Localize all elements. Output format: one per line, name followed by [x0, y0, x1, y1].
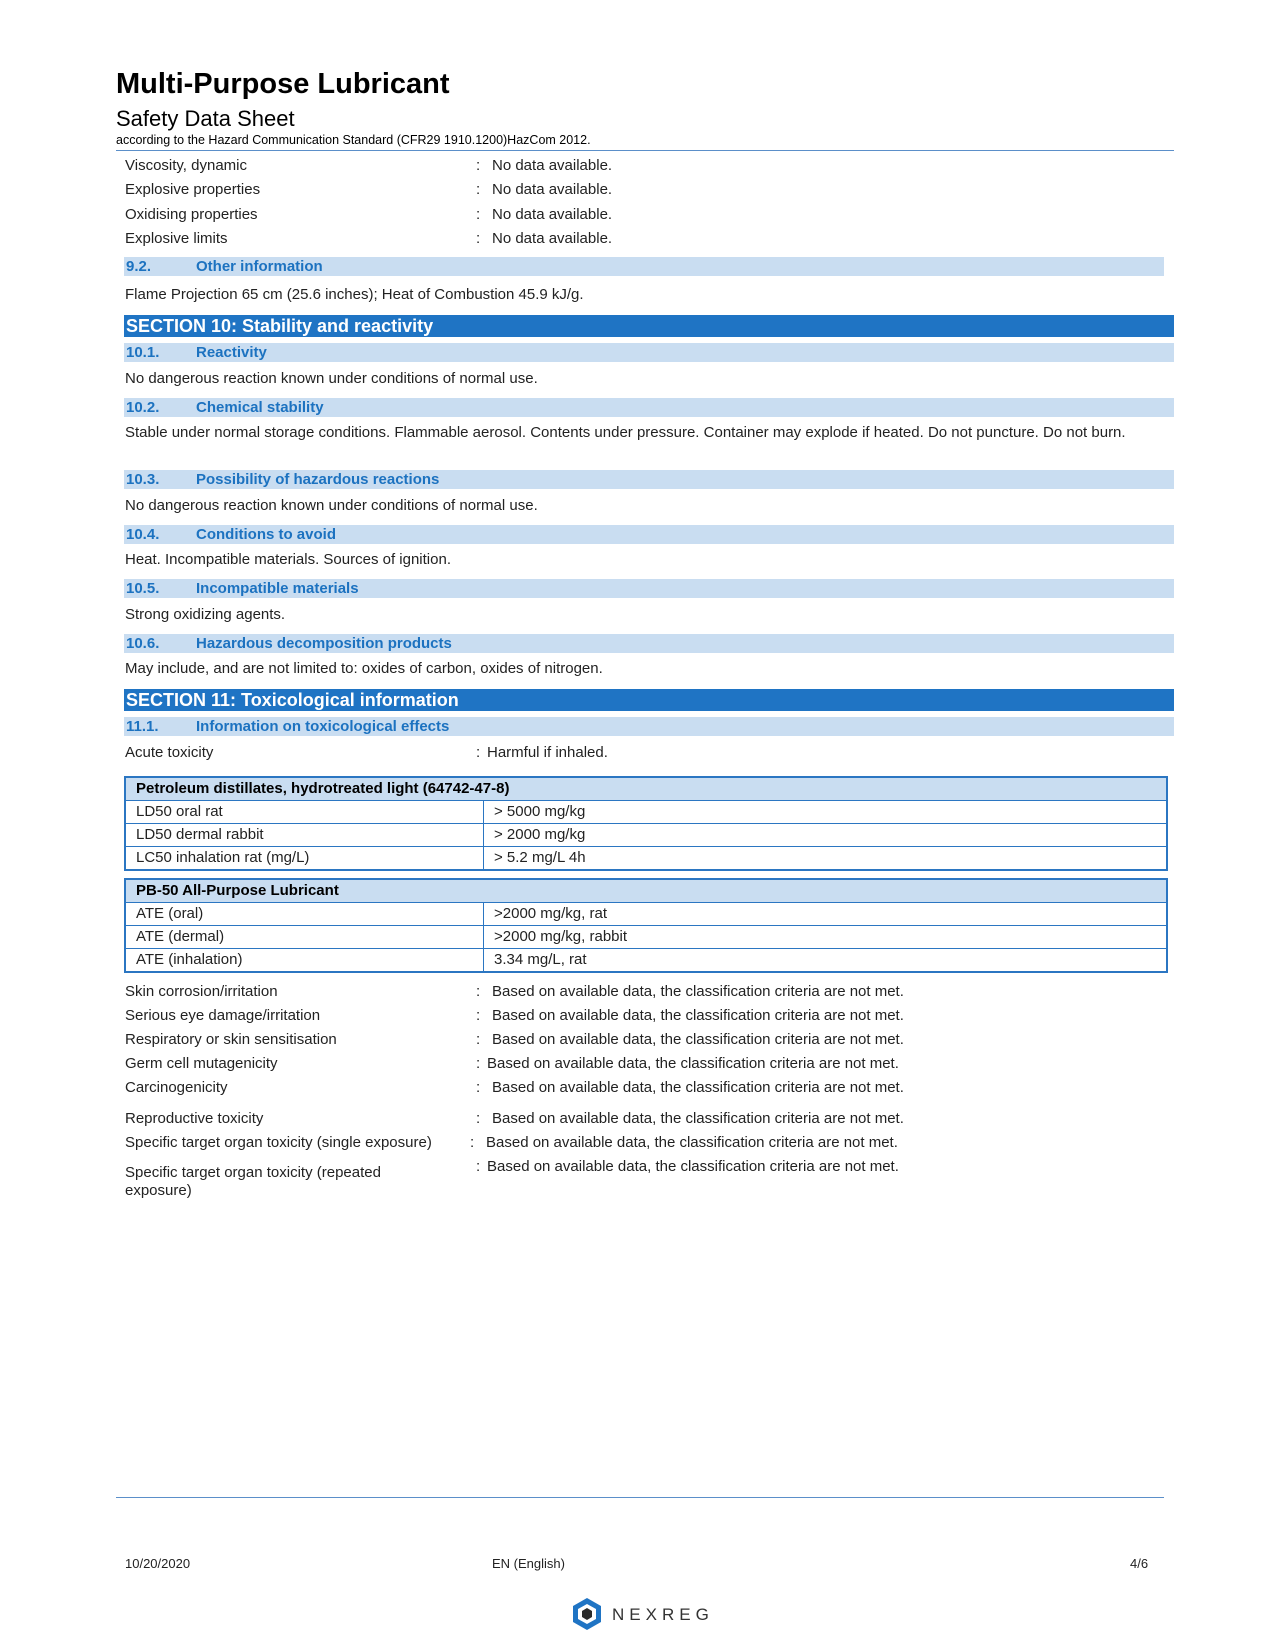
property-value: No data available. [492, 206, 613, 223]
table-cell-key: ATE (oral) [136, 905, 204, 922]
subsection-title: Hazardous decomposition products [196, 635, 452, 652]
colon: : [470, 1134, 475, 1151]
footer-date: 10/20/2020 [125, 1556, 191, 1571]
colon: : [476, 206, 481, 223]
table-row [126, 846, 1166, 869]
subsection-10-3-header [124, 470, 1174, 489]
hazard-label: Reproductive toxicity [125, 1110, 264, 1127]
header-divider [116, 150, 1174, 151]
hazard-value: Based on available data, the classification criteria are not met. [492, 1007, 904, 1024]
subsection-10-6-header [124, 634, 1174, 653]
section-title: SECTION 11: Toxicological information [126, 690, 459, 710]
table-title: PB-50 All-Purpose Lubricant [126, 880, 1166, 902]
property-value: No data available. [492, 230, 613, 247]
footer-divider [116, 1497, 1164, 1498]
hazard-label: Skin corrosion/irritation [125, 983, 278, 1000]
property-label: Oxidising properties [125, 206, 258, 223]
colon: : [476, 181, 481, 198]
acute-toxicity-label: Acute toxicity [125, 744, 214, 761]
section-10-header [124, 315, 1174, 337]
subsection-title: Other information [196, 258, 323, 275]
subsection-9-2-text: Flame Projection 65 cm (25.6 inches); Heat of Combustion 45.9 kJ/g. [125, 286, 584, 303]
table-cell-value: >2000 mg/kg, rabbit [483, 926, 627, 948]
colon: : [476, 1110, 481, 1127]
hazard-label: Serious eye damage/irritation [125, 1007, 321, 1024]
colon: : [476, 744, 481, 761]
acute-toxicity-value: Harmful if inhaled. [487, 744, 608, 761]
table-row [126, 902, 1166, 925]
table-cell-key: LD50 dermal rabbit [136, 826, 264, 843]
subsection-title: Reactivity [196, 344, 267, 361]
hazard-value: Based on available data, the classification criteria are not met. [492, 1110, 904, 1127]
colon: : [476, 1055, 481, 1072]
subsection-10-2-text: Stable under normal storage conditions. Flammable aerosol. Contents under pressure. Container may explode if heated. Do not puncture. Do not burn. [125, 424, 1126, 441]
table-cell-value: > 5.2 mg/L 4h [483, 847, 586, 869]
hazard-label: Specific target organ toxicity (repeated exposure) [125, 1164, 381, 1199]
document-title: Multi-Purpose Lubricant [116, 68, 450, 100]
hazard-value: Based on available data, the classification criteria are not met. [487, 1158, 899, 1175]
colon: : [476, 983, 481, 1000]
property-value: No data available. [492, 157, 613, 174]
subsection-number: 10.2. [126, 399, 160, 416]
table-cell-value: >2000 mg/kg, rat [483, 903, 607, 925]
subsection-number: 11.1. [126, 718, 159, 735]
subsection-number: 10.1. [126, 344, 160, 361]
subsection-number: 9.2. [126, 258, 152, 275]
subsection-title: Conditions to avoid [196, 526, 336, 543]
subsection-10-2-header [124, 398, 1174, 417]
subsection-title: Information on toxicological effects [196, 718, 450, 735]
subsection-number: 10.5. [126, 580, 160, 597]
subsection-title: Possibility of hazardous reactions [196, 471, 440, 488]
section-11-header [124, 689, 1174, 711]
colon: : [476, 1079, 481, 1096]
table-row [126, 925, 1166, 948]
table-cell-value: > 2000 mg/kg [483, 824, 585, 846]
table-cell-key: ATE (inhalation) [136, 951, 243, 968]
subsection-10-5-text: Strong oxidizing agents. [125, 606, 286, 623]
table-cell-key: LD50 oral rat [136, 803, 223, 820]
nexreg-logo-icon [569, 1596, 605, 1632]
property-label: Explosive limits [125, 230, 228, 247]
table-row [126, 948, 1166, 971]
hazard-label: Respiratory or skin sensitisation [125, 1031, 337, 1048]
subsection-10-5-header [124, 579, 1174, 598]
subsection-9-2-header [124, 257, 1164, 276]
property-label: Viscosity, dynamic [125, 157, 247, 174]
table-row [126, 800, 1166, 823]
property-label: Explosive properties [125, 181, 261, 198]
table-cell-key: LC50 inhalation rat (mg/L) [136, 849, 310, 866]
subsection-title: Chemical stability [196, 399, 324, 416]
subsection-number: 10.6. [126, 635, 160, 652]
section-title: SECTION 10: Stability and reactivity [126, 316, 434, 336]
colon: : [476, 1007, 481, 1024]
subsection-10-1-text: No dangerous reaction known under conditions of normal use. [125, 370, 538, 387]
hazard-label: Specific target organ toxicity (single exposure) [125, 1134, 432, 1151]
subsection-10-4-text: Heat. Incompatible materials. Sources of ignition. [125, 551, 451, 568]
hazard-label: Carcinogenicity [125, 1079, 228, 1096]
toxicity-table-pb50 [124, 878, 1168, 973]
hazard-value: Based on available data, the classification criteria are not met. [492, 1031, 904, 1048]
table-cell-value: 3.34 mg/L, rat [483, 949, 587, 971]
subsection-number: 10.4. [126, 526, 160, 543]
colon: : [476, 1031, 481, 1048]
footer-language: EN (English) [492, 1556, 565, 1571]
subsection-10-4-header [124, 525, 1174, 544]
nexreg-logo-text: NEXREG [612, 1605, 714, 1624]
subsection-10-1-header [124, 343, 1174, 362]
table-title: Petroleum distillates, hydrotreated light (64742-47-8) [126, 778, 1166, 800]
property-value: No data available. [492, 181, 613, 198]
toxicity-table-petroleum [124, 776, 1168, 871]
hazard-value: Based on available data, the classification criteria are not met. [492, 1079, 904, 1096]
subsection-10-6-text: May include, and are not limited to: oxides of carbon, oxides of nitrogen. [125, 660, 603, 677]
subsection-11-1-header [124, 717, 1174, 736]
table-cell-value: > 5000 mg/kg [483, 801, 585, 823]
subsection-10-3-text: No dangerous reaction known under conditions of normal use. [125, 497, 538, 514]
hazard-label: Germ cell mutagenicity [125, 1055, 278, 1072]
table-row [126, 823, 1166, 846]
footer-page-number: 4/6 [1130, 1556, 1149, 1571]
table-cell-key: ATE (dermal) [136, 928, 225, 945]
hazard-value: Based on available data, the classification criteria are not met. [487, 1055, 899, 1072]
colon: : [476, 1158, 481, 1175]
document-subtitle: Safety Data Sheet [116, 106, 295, 131]
subsection-title: Incompatible materials [196, 580, 359, 597]
subsection-number: 10.3. [126, 471, 160, 488]
colon: : [476, 230, 481, 247]
hazard-value: Based on available data, the classification criteria are not met. [486, 1134, 898, 1151]
colon: : [476, 157, 481, 174]
regulatory-standard: according to the Hazard Communication Standard (CFR29 1910.1200)HazCom 2012. [116, 133, 591, 147]
hazard-value: Based on available data, the classification criteria are not met. [492, 983, 904, 1000]
